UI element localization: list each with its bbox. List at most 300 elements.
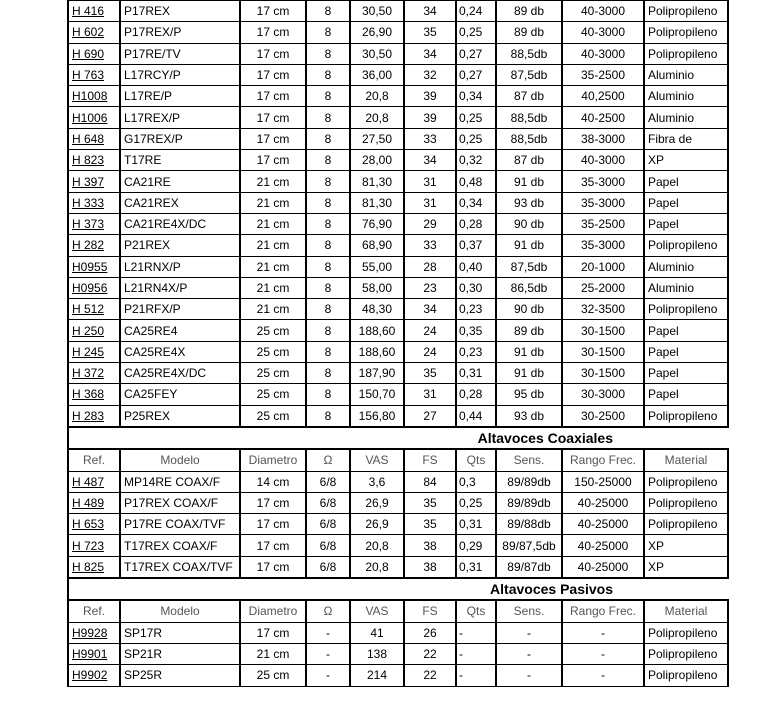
cell-ref[interactable]: H0956	[68, 277, 120, 298]
cell-vas: 26,90	[350, 22, 404, 43]
cell-vas: 214	[350, 665, 404, 686]
header-sensitivity: Sens.	[496, 449, 562, 471]
table-row	[68, 471, 728, 492]
table-row	[68, 43, 728, 64]
cell-impedance: 8	[306, 256, 350, 277]
table-row	[68, 192, 728, 213]
cell-vas: 58,00	[350, 277, 404, 298]
cell-qts: 0,25	[456, 492, 496, 513]
cell-diameter: 21 cm	[240, 256, 306, 277]
header-diameter: Diametro	[240, 600, 306, 622]
cell-fs: 35	[404, 363, 456, 384]
header-fs: FS	[404, 449, 456, 471]
cell-sensitivity: 90 db	[496, 299, 562, 320]
cell-impedance: 8	[306, 299, 350, 320]
cell-material: Polipropileno	[644, 405, 728, 427]
cell-freq-range: 40-3000	[562, 43, 644, 64]
cell-fs: 23	[404, 277, 456, 298]
cell-model: CA25RE4X/DC	[120, 363, 240, 384]
cell-sensitivity: 87,5db	[496, 64, 562, 85]
cell-material: Fibra de	[644, 128, 728, 149]
header-fs: FS	[404, 600, 456, 622]
cell-diameter: 25 cm	[240, 405, 306, 427]
cell-qts: 0,34	[456, 192, 496, 213]
cell-sensitivity: 86,5db	[496, 277, 562, 298]
table-row	[68, 277, 728, 298]
cell-vas: 138	[350, 643, 404, 664]
cell-fs: 39	[404, 107, 456, 128]
cell-fs: 31	[404, 171, 456, 192]
cell-sensitivity: 89 db	[496, 1, 562, 22]
cell-material: Polipropileno	[644, 1, 728, 22]
cell-fs: 24	[404, 320, 456, 341]
cell-sensitivity: 89/87db	[496, 556, 562, 578]
cell-diameter: 21 cm	[240, 299, 306, 320]
cell-qts: 0,32	[456, 150, 496, 171]
cell-impedance: 8	[306, 277, 350, 298]
column-header-row	[68, 600, 728, 622]
header-material: Material	[644, 449, 728, 471]
header-impedance: Ω	[306, 449, 350, 471]
cell-qts: 0,25	[456, 22, 496, 43]
cell-sensitivity: -	[496, 643, 562, 664]
cell-impedance: -	[306, 665, 350, 686]
cell-diameter: 21 cm	[240, 277, 306, 298]
cell-ref[interactable]: H 282	[68, 235, 120, 256]
cell-impedance: 8	[306, 1, 350, 22]
cell-vas: 26,9	[350, 514, 404, 535]
cell-sensitivity: 88,5db	[496, 128, 562, 149]
cell-vas: 187,90	[350, 363, 404, 384]
cell-diameter: 17 cm	[240, 107, 306, 128]
cell-qts: 0,3	[456, 471, 496, 492]
cell-material: Aluminio	[644, 64, 728, 85]
cell-vas: 150,70	[350, 384, 404, 405]
cell-vas: 30,50	[350, 43, 404, 64]
cell-model: CA25RE4X	[120, 341, 240, 362]
cell-material: Polipropileno	[644, 665, 728, 686]
header-ref: Ref.	[68, 449, 120, 471]
cell-fs: 35	[404, 492, 456, 513]
cell-diameter: 17 cm	[240, 86, 306, 107]
cell-sensitivity: 87,5db	[496, 256, 562, 277]
header-qts: Qts	[456, 600, 496, 622]
cell-freq-range: 40-2500	[562, 107, 644, 128]
cell-model: SP17R	[120, 622, 240, 643]
cell-vas: 27,50	[350, 128, 404, 149]
cell-sensitivity: 90 db	[496, 213, 562, 234]
cell-material: Aluminio	[644, 107, 728, 128]
cell-fs: 34	[404, 299, 456, 320]
cell-ref[interactable]: H 825	[68, 556, 120, 578]
cell-material: Aluminio	[644, 277, 728, 298]
cell-diameter: 17 cm	[240, 128, 306, 149]
cell-material: Polipropileno	[644, 492, 728, 513]
cell-sensitivity: 89 db	[496, 22, 562, 43]
cell-freq-range: 35-2500	[562, 64, 644, 85]
cell-freq-range: 40-25000	[562, 514, 644, 535]
cell-qts: 0,34	[456, 86, 496, 107]
cell-impedance: 8	[306, 384, 350, 405]
cell-impedance: 6/8	[306, 471, 350, 492]
cell-diameter: 17 cm	[240, 514, 306, 535]
cell-sensitivity: 88,5db	[496, 107, 562, 128]
cell-qts: 0,29	[456, 535, 496, 556]
cell-sensitivity: 89 db	[496, 320, 562, 341]
cell-model: P17RE COAX/TVF	[120, 514, 240, 535]
section-title-row	[68, 427, 728, 449]
cell-material: Papel	[644, 320, 728, 341]
cell-freq-range: 30-1500	[562, 341, 644, 362]
table-row	[68, 643, 728, 664]
header-material: Material	[644, 600, 728, 622]
cell-vas: 20,8	[350, 556, 404, 578]
cell-material: Polipropileno	[644, 643, 728, 664]
cell-diameter: 17 cm	[240, 622, 306, 643]
cell-fs: 35	[404, 514, 456, 535]
cell-material: Polipropileno	[644, 622, 728, 643]
cell-material: Aluminio	[644, 256, 728, 277]
cell-impedance: 6/8	[306, 535, 350, 556]
cell-model: CA21RE4X/DC	[120, 213, 240, 234]
cell-qts: -	[456, 665, 496, 686]
cell-impedance: 8	[306, 22, 350, 43]
cell-model: CA25RE4	[120, 320, 240, 341]
cell-model: L21RN4X/P	[120, 277, 240, 298]
cell-fs: 33	[404, 235, 456, 256]
section-title: Altavoces Coaxiales	[68, 427, 728, 449]
cell-vas: 3,6	[350, 471, 404, 492]
cell-ref[interactable]: H 648	[68, 128, 120, 149]
cell-diameter: 25 cm	[240, 665, 306, 686]
cell-sensitivity: -	[496, 665, 562, 686]
cell-ref[interactable]: H 512	[68, 299, 120, 320]
cell-ref[interactable]: H 602	[68, 22, 120, 43]
cell-qts: 0,30	[456, 277, 496, 298]
cell-material: Polipropileno	[644, 514, 728, 535]
table-row	[68, 299, 728, 320]
cell-vas: 76,90	[350, 213, 404, 234]
cell-diameter: 17 cm	[240, 43, 306, 64]
header-vas: VAS	[350, 600, 404, 622]
cell-material: Papel	[644, 213, 728, 234]
cell-model: MP14RE COAX/F	[120, 471, 240, 492]
cell-vas: 81,30	[350, 192, 404, 213]
cell-material: XP	[644, 150, 728, 171]
cell-freq-range: 40-25000	[562, 535, 644, 556]
cell-ref[interactable]: H 373	[68, 213, 120, 234]
cell-diameter: 17 cm	[240, 492, 306, 513]
cell-fs: 31	[404, 384, 456, 405]
cell-material: Polipropileno	[644, 235, 728, 256]
cell-material: Papel	[644, 384, 728, 405]
header-freq-range: Rango Frec.	[562, 449, 644, 471]
cell-freq-range: 30-3000	[562, 384, 644, 405]
cell-impedance: 8	[306, 43, 350, 64]
cell-diameter: 17 cm	[240, 535, 306, 556]
cell-qts: 0,28	[456, 384, 496, 405]
cell-freq-range: 40-3000	[562, 150, 644, 171]
table-row	[68, 514, 728, 535]
cell-qts: 0,31	[456, 514, 496, 535]
header-diameter: Diametro	[240, 449, 306, 471]
cell-ref[interactable]: H1006	[68, 107, 120, 128]
table-row	[68, 363, 728, 384]
header-model: Modelo	[120, 449, 240, 471]
cell-ref[interactable]: H 823	[68, 150, 120, 171]
cell-freq-range: 30-1500	[562, 363, 644, 384]
cell-fs: 27	[404, 405, 456, 427]
cell-freq-range: 38-3000	[562, 128, 644, 149]
cell-vas: 48,30	[350, 299, 404, 320]
cell-model: CA21RE	[120, 171, 240, 192]
cell-sensitivity: 91 db	[496, 171, 562, 192]
cell-fs: 33	[404, 128, 456, 149]
cell-impedance: -	[306, 643, 350, 664]
cell-fs: 34	[404, 150, 456, 171]
table-row	[68, 150, 728, 171]
cell-fs: 34	[404, 43, 456, 64]
cell-vas: 30,50	[350, 1, 404, 22]
table-row	[68, 665, 728, 686]
cell-diameter: 21 cm	[240, 235, 306, 256]
cell-model: G17REX/P	[120, 128, 240, 149]
cell-fs: 29	[404, 213, 456, 234]
cell-vas: 20,8	[350, 86, 404, 107]
table-row	[68, 320, 728, 341]
cell-ref[interactable]: H 333	[68, 192, 120, 213]
cell-vas: 156,80	[350, 405, 404, 427]
cell-qts: 0,40	[456, 256, 496, 277]
header-vas: VAS	[350, 449, 404, 471]
table-row	[68, 622, 728, 643]
cell-impedance: 6/8	[306, 492, 350, 513]
cell-freq-range: 35-3000	[562, 235, 644, 256]
cell-ref[interactable]: H 283	[68, 405, 120, 427]
cell-ref[interactable]: H 250	[68, 320, 120, 341]
cell-model: P17REX COAX/F	[120, 492, 240, 513]
cell-fs: 26	[404, 622, 456, 643]
cell-sensitivity: 89/88db	[496, 514, 562, 535]
cell-sensitivity: 89/89db	[496, 492, 562, 513]
cell-freq-range: 35-2500	[562, 213, 644, 234]
cell-vas: 81,30	[350, 171, 404, 192]
cell-model: P25REX	[120, 405, 240, 427]
cell-material: XP	[644, 535, 728, 556]
cell-impedance: 8	[306, 363, 350, 384]
cell-diameter: 25 cm	[240, 320, 306, 341]
header-ref: Ref.	[68, 600, 120, 622]
cell-impedance: -	[306, 622, 350, 643]
table-row	[68, 256, 728, 277]
cell-model: L17RE/P	[120, 86, 240, 107]
cell-model: T17RE	[120, 150, 240, 171]
table-row	[68, 535, 728, 556]
cell-ref[interactable]: H 368	[68, 384, 120, 405]
cell-qts: 0,28	[456, 213, 496, 234]
cell-sensitivity: 91 db	[496, 363, 562, 384]
cell-ref[interactable]: H 723	[68, 535, 120, 556]
cell-diameter: 21 cm	[240, 213, 306, 234]
cell-model: CA21REX	[120, 192, 240, 213]
header-impedance: Ω	[306, 600, 350, 622]
cell-model: SP25R	[120, 665, 240, 686]
cell-model: P21RFX/P	[120, 299, 240, 320]
cell-sensitivity: -	[496, 622, 562, 643]
cell-material: Polipropileno	[644, 22, 728, 43]
table-row	[68, 64, 728, 85]
cell-impedance: 8	[306, 192, 350, 213]
cell-freq-range: 25-2000	[562, 277, 644, 298]
cell-diameter: 21 cm	[240, 171, 306, 192]
cell-ref[interactable]: H 397	[68, 171, 120, 192]
cell-qts: 0,25	[456, 128, 496, 149]
cell-qts: 0,31	[456, 556, 496, 578]
cell-qts: 0,44	[456, 405, 496, 427]
cell-qts: 0,23	[456, 341, 496, 362]
cell-vas: 26,9	[350, 492, 404, 513]
cell-qts: 0,25	[456, 107, 496, 128]
cell-ref[interactable]: H 653	[68, 514, 120, 535]
cell-freq-range: -	[562, 622, 644, 643]
cell-material: Papel	[644, 192, 728, 213]
cell-diameter: 21 cm	[240, 643, 306, 664]
cell-fs: 38	[404, 535, 456, 556]
cell-ref[interactable]: H 763	[68, 64, 120, 85]
section-title-row	[68, 578, 728, 600]
cell-ref[interactable]: H 487	[68, 471, 120, 492]
cell-material: Polipropileno	[644, 299, 728, 320]
cell-vas: 68,90	[350, 235, 404, 256]
table-row	[68, 1, 728, 22]
cell-sensitivity: 93 db	[496, 405, 562, 427]
cell-fs: 34	[404, 1, 456, 22]
cell-impedance: 8	[306, 213, 350, 234]
table-row	[68, 556, 728, 578]
cell-impedance: 8	[306, 107, 350, 128]
cell-freq-range: 35-3000	[562, 192, 644, 213]
cell-diameter: 21 cm	[240, 192, 306, 213]
cell-vas: 55,00	[350, 256, 404, 277]
cell-fs: 22	[404, 643, 456, 664]
header-sensitivity: Sens.	[496, 600, 562, 622]
cell-fs: 39	[404, 86, 456, 107]
table-row	[68, 107, 728, 128]
cell-material: Papel	[644, 363, 728, 384]
table-row	[68, 235, 728, 256]
cell-diameter: 25 cm	[240, 384, 306, 405]
cell-freq-range: 40-25000	[562, 492, 644, 513]
cell-qts: 0,31	[456, 363, 496, 384]
cell-qts: 0,27	[456, 43, 496, 64]
cell-ref[interactable]: H1008	[68, 86, 120, 107]
cell-sensitivity: 93 db	[496, 192, 562, 213]
cell-ref[interactable]: H 489	[68, 492, 120, 513]
cell-ref[interactable]: H 690	[68, 43, 120, 64]
cell-freq-range: -	[562, 643, 644, 664]
cell-ref[interactable]: H9902	[68, 665, 120, 686]
cell-vas: 36,00	[350, 64, 404, 85]
cell-ref[interactable]: H9928	[68, 622, 120, 643]
cell-sensitivity: 88,5db	[496, 43, 562, 64]
cell-sensitivity: 91 db	[496, 341, 562, 362]
table-row	[68, 492, 728, 513]
cell-model: CA25FEY	[120, 384, 240, 405]
cell-impedance: 8	[306, 235, 350, 256]
cell-qts: 0,35	[456, 320, 496, 341]
cell-fs: 38	[404, 556, 456, 578]
cell-ref[interactable]: H9901	[68, 643, 120, 664]
cell-qts: 0,48	[456, 171, 496, 192]
cell-freq-range: 40,2500	[562, 86, 644, 107]
cell-diameter: 25 cm	[240, 363, 306, 384]
cell-fs: 35	[404, 22, 456, 43]
cell-material: Aluminio	[644, 86, 728, 107]
cell-vas: 20,8	[350, 107, 404, 128]
cell-ref[interactable]: H 372	[68, 363, 120, 384]
cell-ref[interactable]: H0955	[68, 256, 120, 277]
cell-material: Polipropileno	[644, 471, 728, 492]
cell-model: P17RE/TV	[120, 43, 240, 64]
cell-sensitivity: 91 db	[496, 235, 562, 256]
cell-fs: 31	[404, 192, 456, 213]
speaker-catalog	[67, 0, 718, 692]
cell-ref[interactable]: H 245	[68, 341, 120, 362]
table-row	[68, 341, 728, 362]
cell-impedance: 6/8	[306, 556, 350, 578]
cell-impedance: 8	[306, 171, 350, 192]
table-row	[68, 171, 728, 192]
cell-vas: 28,00	[350, 150, 404, 171]
cell-model: P17REX	[120, 1, 240, 22]
cell-freq-range: 150-25000	[562, 471, 644, 492]
cell-model: L17REX/P	[120, 107, 240, 128]
cell-qts: 0,37	[456, 235, 496, 256]
cell-fs: 32	[404, 64, 456, 85]
cell-qts: -	[456, 643, 496, 664]
cell-sensitivity: 95 db	[496, 384, 562, 405]
cell-vas: 20,8	[350, 535, 404, 556]
cell-impedance: 8	[306, 128, 350, 149]
cell-sensitivity: 89/87,5db	[496, 535, 562, 556]
header-freq-range: Rango Frec.	[562, 600, 644, 622]
cell-fs: 22	[404, 665, 456, 686]
cell-qts: 0,23	[456, 299, 496, 320]
cell-freq-range: 32-3500	[562, 299, 644, 320]
cell-fs: 28	[404, 256, 456, 277]
cell-ref[interactable]: H 416	[68, 1, 120, 22]
cell-model: T17REX COAX/TVF	[120, 556, 240, 578]
cell-impedance: 8	[306, 86, 350, 107]
cell-impedance: 8	[306, 320, 350, 341]
cell-vas: 188,60	[350, 341, 404, 362]
cell-vas: 41	[350, 622, 404, 643]
header-model: Modelo	[120, 600, 240, 622]
cell-impedance: 8	[306, 64, 350, 85]
table-row	[68, 384, 728, 405]
cell-diameter: 25 cm	[240, 341, 306, 362]
cell-diameter: 17 cm	[240, 150, 306, 171]
cell-material: Polipropileno	[644, 43, 728, 64]
cell-model: P17REX/P	[120, 22, 240, 43]
cell-freq-range: 40-3000	[562, 1, 644, 22]
column-header-row	[68, 449, 728, 471]
cell-qts: -	[456, 622, 496, 643]
cell-diameter: 17 cm	[240, 22, 306, 43]
cell-model: T17REX COAX/F	[120, 535, 240, 556]
cell-impedance: 6/8	[306, 514, 350, 535]
cell-diameter: 17 cm	[240, 64, 306, 85]
